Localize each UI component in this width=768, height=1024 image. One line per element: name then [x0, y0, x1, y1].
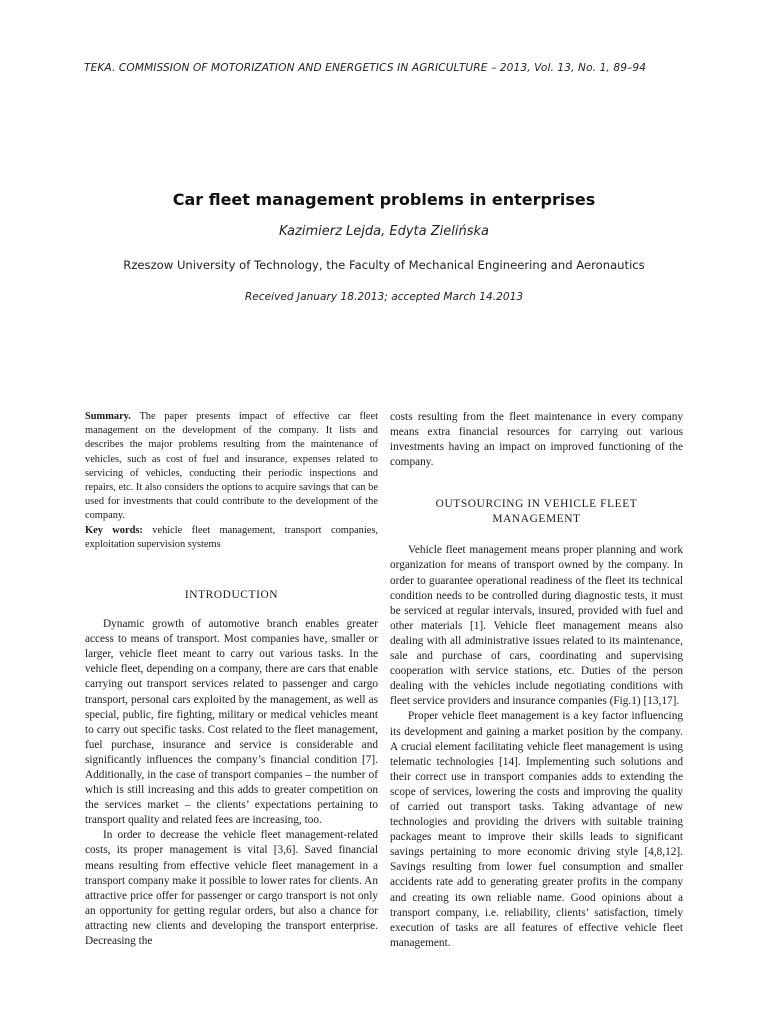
left-column: [85, 410, 378, 949]
received-dates: Received January 18.2013; accepted March 14.2013: [244, 291, 524, 303]
summary-label: Summary.: [85, 411, 131, 422]
keywords-text: vehicle fleet management, transport companies, exploitation supervision systems: [85, 524, 378, 550]
keywords-label: Key words:: [85, 524, 143, 536]
introduction-paragraph: Dynamic growth of automotive branch enables greater access to means of transport. Most companies have, smaller or larger, vehicle fleet meant to carry out various tasks. In the vehicle fleet, depending on a company, there are cars that enable carrying out transport services related to passenger and cargo transport, personal cars exploited by the management, as well as special, public, fire fighting, military or medical vehicles meant to carry out specific tasks. Cost related to the fleet management, fuel purchase, insurance and service is considerable and significantly influences the company’s financial condition [7]. Additionally, in the case of transport companies – the number of which is still increasing and this adds to greater competition on the services market – the clients’ expectations pertaining to transport quality and related fees are increasing, too.: [85, 618, 378, 827]
outsourcing-paragraph: Vehicle fleet management means proper planning and work organization for means of transport owned by the company. In order to guarantee operational readiness of the fleet its technical condition needs to be controlled during diagnostic tests, it must be serviced at regular intervals, insured, provided with fuel and other materials [1]. Vehicle fleet management means also dealing with all administrative issues related to its maintenance, sale and purchase of cars, coordinating and supervising cooperation with service stations, etc. Duties of the person dealing with the vehicles include negotiating conditions with fleet service providers and insurance companies (Fig.1) [13,17].: [390, 544, 683, 708]
paper-title: Car fleet management problems in enterprises: [172, 190, 596, 209]
continued-paragraph: costs resulting from the fleet maintenance in every company means extra financial resources for carrying out various investments having an impact on improved functioning of the company.: [390, 411, 683, 469]
section-heading-outsourcing: OUTSOURCING IN VEHICLE FLEET MANAGEMENT: [435, 498, 638, 526]
introduction-paragraph: In order to decrease the vehicle fleet management-related costs, its proper management is vital [3,6]. Saved financial means resulting from effective vehicle fleet management in a transport company make it possible to lower rates for clients. An attractive price offer for passenger or cargo transport is not only an opportunity for getting regular orders, but also a chance for attracting new clients and developing the transport enterprise. Decreasing the: [85, 829, 378, 947]
running-head: TEKA. COMMISSION OF MOTORIZATION AND ENERGETICS IN AGRICULTURE – 2013, Vol. 13, No. 1, 89–94: [84, 62, 647, 74]
section-heading-introduction: INTRODUCTION: [184, 589, 279, 602]
affiliation: Rzeszow University of Technology, the Faculty of Mechanical Engineering and Aeronautics: [123, 258, 645, 272]
right-column: [390, 410, 683, 951]
keywords: [85, 524, 378, 552]
summary: [85, 410, 378, 524]
summary-text: The paper presents impact of effective car fleet management on the development of the company. It lists and describes the major problems resulting from the maintenance of vehicles, such as cost of fuel and insurance, expenses related to servicing of vehicles, conducting their periodic inspections and repairs, etc. It also considers the options to acquire savings that can be used for investments that could contribute to the development of the company.: [85, 411, 378, 522]
authors: Kazimierz Lejda, Edyta Zielińska: [279, 224, 489, 239]
outsourcing-paragraph: Proper vehicle fleet management is a key factor influencing its development and gaining a market position by the company. A crucial element facilitating vehicle fleet management is using telematic technologies [14]. Implementing such solutions and their correct use in transport companies adds to extending the scope of services, lowering the costs and improving the quality of carried out transport tasks. Taking advantage of new technologies and providing the drivers with suitable training packages meant to improve their skills leads to significant savings pertaining to more economic driving style [4,8,12]. Savings resulting from lower fuel consumption and smaller accidents rate add to generating greater profits in the company and creating its own reliable name. Good opinions about a transport company, i.e. reliability, clients’ satisfaction, timely execution of tasks are all features of effective vehicle fleet management.: [390, 710, 683, 949]
